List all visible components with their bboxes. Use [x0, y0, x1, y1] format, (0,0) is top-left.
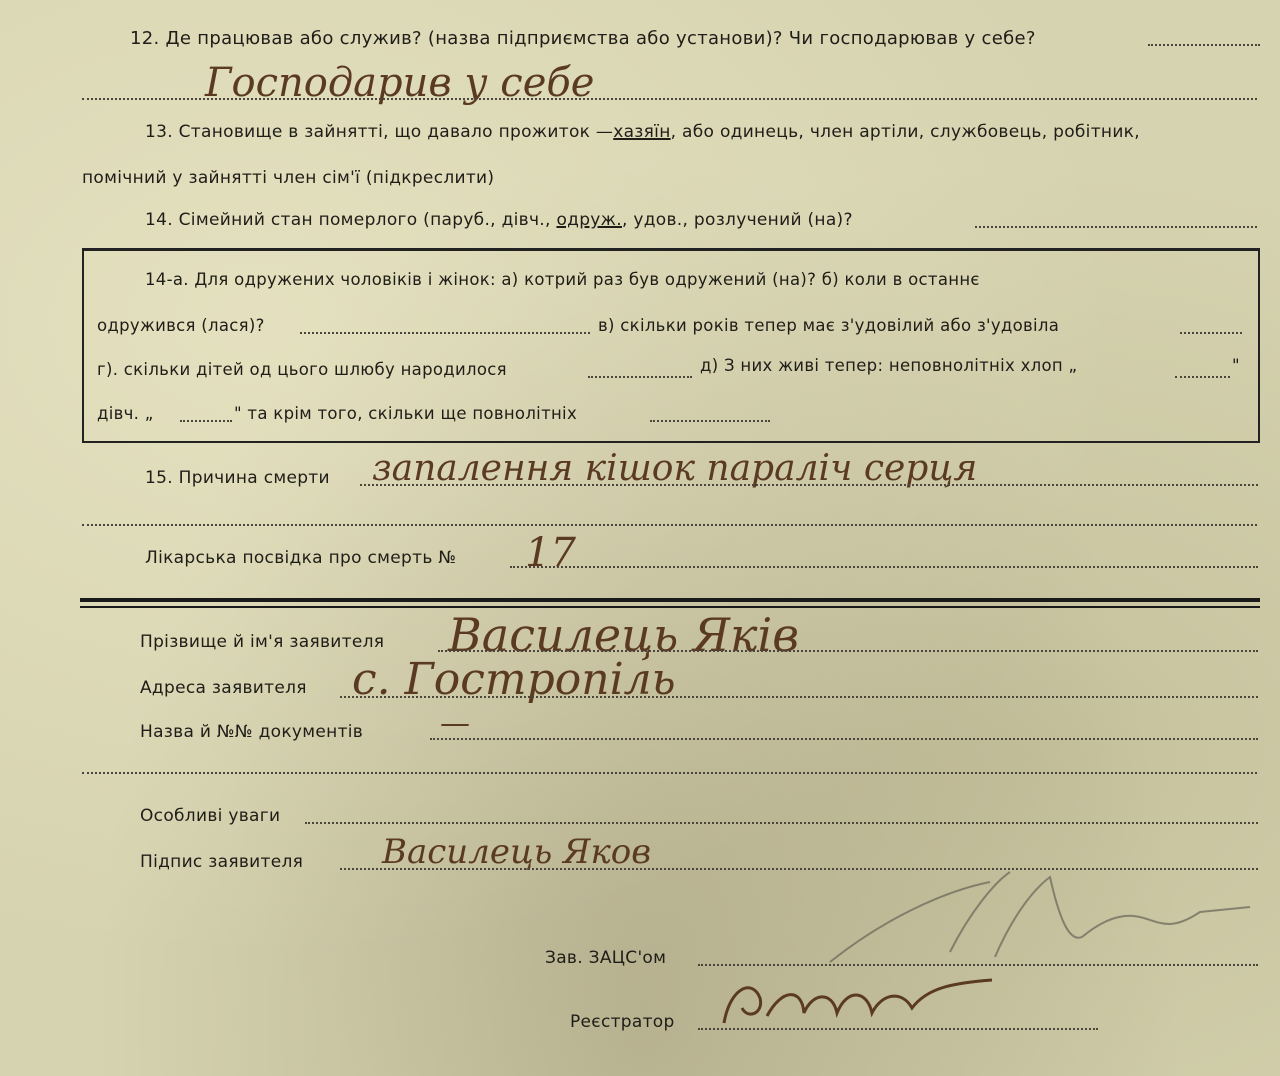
- double-rule-top: [80, 598, 1260, 602]
- applicant-docs-line: [430, 738, 1258, 740]
- q14a-line4a: дівч. „: [97, 404, 154, 423]
- q15-answer-line: [360, 484, 1258, 486]
- certificate-number: 17: [525, 530, 576, 576]
- head-label: Зав. ЗАЦС'ом: [545, 948, 667, 968]
- q14a-line2-dots: [300, 332, 590, 334]
- q13-label-line2: помічний у зайнятті член сім'ї (підкреслити): [82, 168, 495, 188]
- q14a-line2b: в) скільки років тепер має з'удовілий або з'удовіла: [598, 316, 1060, 335]
- q14a-line4b: " та крім того, скільки ще повнолітніх: [234, 404, 578, 423]
- q14a-line2-end-dots: [1180, 332, 1242, 334]
- applicant-notes-label: Особливі уваги: [140, 806, 281, 826]
- applicant-notes-line: [305, 822, 1258, 824]
- q14-label-suffix: , удов., розлучений (на)?: [621, 210, 853, 230]
- registrar-label: Реєстратор: [570, 1012, 675, 1032]
- q13-label: [145, 122, 1140, 142]
- q13-label-suffix: , або одинець, член артіли, службовець, робітник,: [670, 122, 1140, 142]
- applicant-docs-label: Назва й №№ документів: [140, 722, 364, 742]
- applicant-name-line: [438, 650, 1258, 652]
- q13-underlined-option: хазяїн: [613, 122, 671, 142]
- q14a-line1: 14-а. Для одружених чоловіків і жінок: а) котрий раз був одружений (на)? б) коли в останнє: [145, 270, 980, 289]
- q12-dotted-line: [1148, 44, 1260, 46]
- applicant-name-value: Василець Яків: [448, 608, 799, 662]
- applicant-signature-label: Підпис заявителя: [140, 852, 304, 872]
- q14-label-prefix: 14. Сімейний стан померлого (паруб., дівч.,: [145, 210, 551, 230]
- q14a-line2a: одружився (лася)?: [97, 316, 265, 335]
- applicant-address-label: Адреса заявителя: [140, 678, 307, 698]
- applicant-docs-line2: [82, 772, 1257, 774]
- q12-answer-line: [82, 98, 1257, 100]
- q14a-line3c: ": [1232, 356, 1240, 375]
- applicant-docs-value: —: [440, 706, 470, 741]
- q14a-line4-dots: [180, 420, 232, 422]
- applicant-name-label: Прізвище й ім'я заявителя: [140, 632, 385, 652]
- q15-handwritten-answer: запалення кішок параліч серця: [372, 448, 978, 489]
- certificate-line: [510, 566, 1258, 568]
- applicant-address-value: с. Гостропіль: [352, 654, 676, 705]
- q14a-line3a: г). скільки дітей од цього шлюбу народилося: [97, 360, 507, 379]
- applicant-address-line: [340, 696, 1258, 698]
- q15-label: 15. Причина смерти: [145, 468, 330, 488]
- q15-answer-line2: [82, 524, 1257, 526]
- q14a-line4-end-dots: [650, 420, 770, 422]
- q14-label: [145, 210, 853, 230]
- q12-handwritten-answer: Господарив у себе: [205, 60, 595, 106]
- q14-underlined-option: одруж.: [556, 210, 622, 230]
- q14-dotted-line: [975, 226, 1257, 228]
- q14a-line3-dots: [588, 376, 692, 378]
- q13-label-prefix: 13. Становище в зайнятті, що давало прожиток —: [145, 122, 614, 142]
- q14a-line3b: д) З них живі тепер: неповнолітніх хлоп „: [700, 356, 1078, 375]
- certificate-label: Лікарська посвідка про смерть №: [145, 548, 457, 568]
- head-signature-icon: [820, 862, 1260, 982]
- q14a-line3-end-dots: [1175, 376, 1230, 378]
- q12-label: 12. Де працював або служив? (назва підприємства або установи)? Чи господарював у себе?: [130, 28, 1036, 49]
- registrar-signature-icon: [712, 968, 1002, 1038]
- applicant-signature-value: Василець Яков: [382, 832, 652, 872]
